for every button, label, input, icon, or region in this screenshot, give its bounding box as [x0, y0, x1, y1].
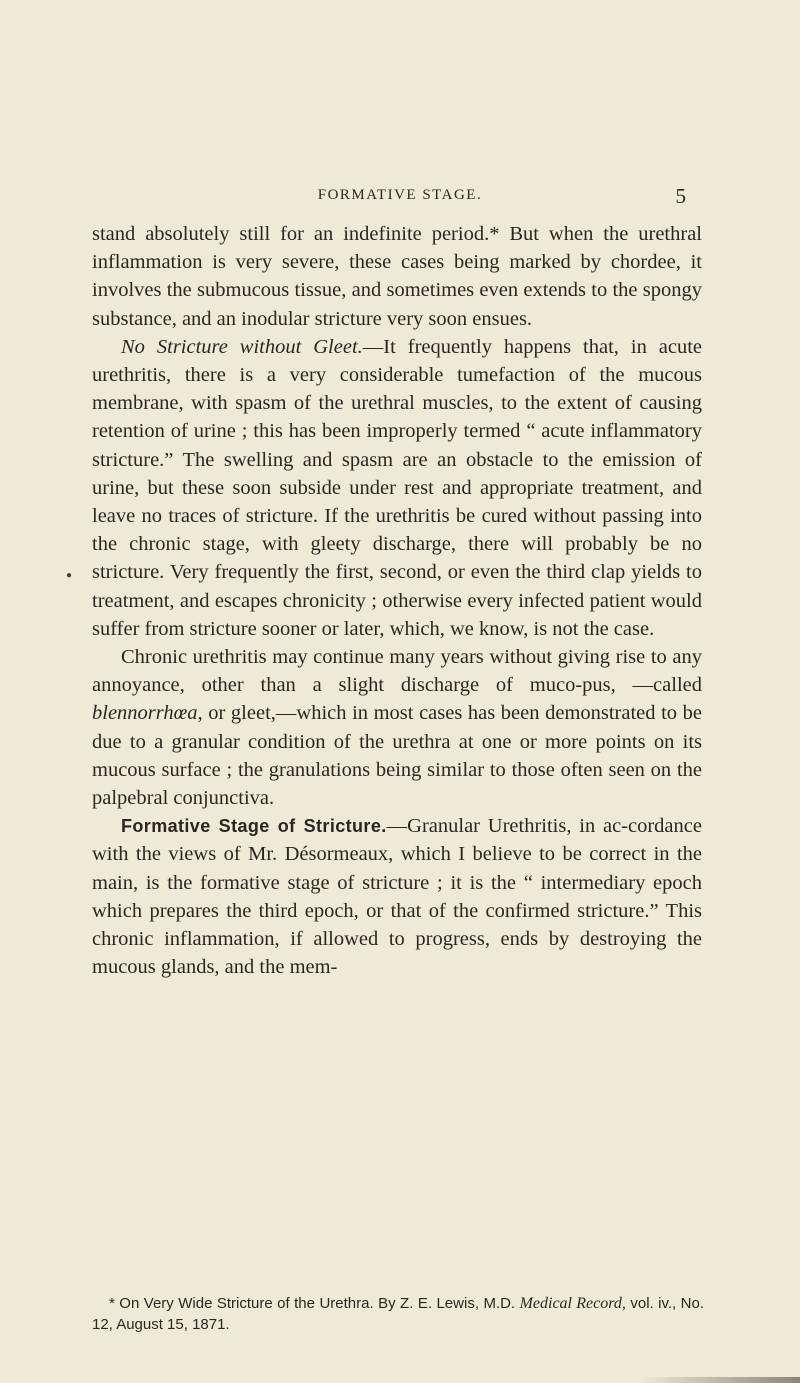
paragraph-2-text: —It frequently happens that, in acute urethritis, there is a very considerable tumefaction of the mucous membrane, with spasm of the urethral muscles, to the extent of causing retention of urine ; this has been improperly termed “ acute inflammatory stricture.” The swelling and spasm are an obstacle to the emission of urine, but these soon subside under rest and appropriate treatment, and leave no traces of stricture. If the urethritis be cured without passing into the chronic stage, with gleety discharge, there will probably be no stricture. Very frequently the first, second, or even the third clap yields to treatment, and escapes chronicity ; otherwise every infected patient would suffer from stricture sooner or later, which, we know, is not the case.	[92, 335, 703, 640]
paragraph-3-text-a: Chronic urethritis may continue many years without giving rise to any annoyance, other than a slight discharge of muco-pus, —called	[92, 646, 702, 697]
running-head: FORMATIVE STAGE.	[317, 187, 483, 203]
page-edge-shadow	[640, 1377, 800, 1383]
footnote	[92, 1293, 704, 1335]
footnote-body: * On Very Wide Stricture of the Urethra. By Z. E. Lewis, M.D.	[109, 1295, 520, 1312]
paragraph-3	[92, 643, 702, 812]
margin-mark: ●	[66, 570, 73, 581]
term-blennorrhoea: blennorrhœa,	[92, 702, 203, 725]
paragraph-2	[92, 333, 702, 643]
body-text	[92, 220, 702, 981]
footnote-citation: vol. iv., No. 12, August 15, 1871.	[92, 1295, 705, 1333]
footnote-journal: Medical Record,	[519, 1295, 626, 1312]
paragraph-4	[92, 812, 702, 981]
footnote-text	[92, 1293, 704, 1335]
section-heading-no-stricture: No Stricture without Gleet.	[121, 335, 363, 358]
section-heading-formative-stage: Formative Stage of Stricture.	[121, 816, 387, 837]
paragraph-4-text: —Granular Urethritis, in ac-cordance with the views of Mr. Désormeaux, which I believe to be correct in the main, is the formative stage of stricture ; it is the “ intermediary epoch which prepares the third epoch, or that of the confirmed stricture.” This chronic inflammation, if allowed to progress, ends by destroying the mucous glands, and the mem-	[92, 815, 702, 979]
page-number: 5	[675, 184, 686, 208]
paragraph-1: stand absolutely still for an indefinite period.* But when the urethral inflammation is very severe, these cases being marked by chordee, it involves the submucous tissue, and sometimes even extends to the spongy substance, and an inodular stricture very soon ensues.	[92, 223, 702, 330]
paragraph-3-text-b: or gleet,—which in most cases has been demonstrated to be due to a granular condition of the urethra at one or more points on its mucous surface ; the granulations being similar to those often seen on the palpebral conjunctiva.	[92, 702, 702, 810]
page-header	[0, 184, 800, 211]
